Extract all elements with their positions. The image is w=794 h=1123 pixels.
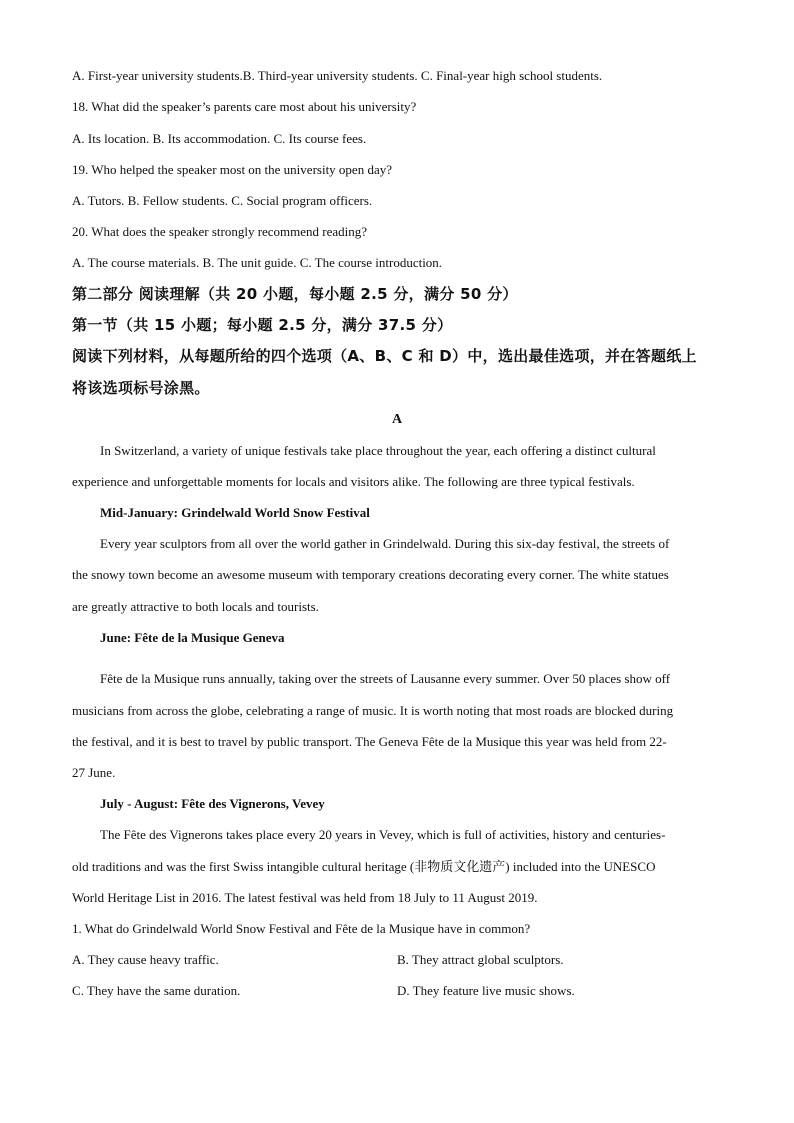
festival3-line-1: The Fête des Vignerons takes place every 20 years in Vevey, which is full of activities, history and centuries-	[100, 827, 666, 842]
question1-option-d: D. They feature live music shows.	[397, 983, 575, 998]
festival1-line-2: the snowy town become an awesome museum with temporary creations decorating every corner. The white statues	[72, 567, 669, 582]
question1-option-c: C. They have the same duration.	[72, 983, 241, 998]
question1-option-a: A. They cause heavy traffic.	[72, 952, 219, 967]
question1-option-b: B. They attract global sculptors.	[397, 952, 564, 967]
q19-stem: 19. Who helped the speaker most on the university open day?	[72, 162, 392, 177]
festival1-line-3: are greatly attractive to both locals and tourists.	[72, 599, 319, 614]
festival2-line-1: Fête de la Musique runs annually, taking over the streets of Lausanne every summer. Over 50 places show off	[100, 671, 671, 686]
q20-stem: 20. What does the speaker strongly recommend reading?	[72, 224, 368, 239]
festival2-line-2: musicians from across the globe, celebrating a range of music. It is worth noting that most roads are blocked during	[72, 703, 674, 718]
instruction-line-2: 将该选项标号涂黑。	[72, 379, 210, 397]
festival2-line-4: 27 June.	[72, 765, 116, 780]
q18-options: A. Its location. B. Its accommodation. C. Its course fees.	[72, 131, 367, 146]
festival2-line-3: the festival, and it is best to travel by public transport. The Geneva Fête de la Musique this year was held from 22-	[72, 734, 667, 749]
question1-stem: 1. What do Grindelwald World Snow Festival and Fête de la Musique have in common?	[72, 921, 531, 936]
q20-options: A. The course materials. B. The unit guide. C. The course introduction.	[72, 255, 443, 270]
festival1-line-1: Every year sculptors from all over the world gather in Grindelwald. During this six-day festival, the streets of	[100, 536, 670, 551]
festival3-line-2: old traditions and was the first Swiss intangible cultural heritage (非物质文化遗产) included into the UNESCO	[72, 859, 656, 874]
festival3-line-3: World Heritage List in 2016. The latest festival was held from 18 July to 11 August 2019.	[72, 890, 538, 905]
q18-stem: 18. What did the speaker’s parents care most about his university?	[72, 99, 417, 114]
q17-options: A. First-year university students.B. Third-year university students. C. Final-year high school students.	[72, 68, 603, 83]
intro-line-1: In Switzerland, a variety of unique festivals take place throughout the year, each offering a distinct cultural	[100, 443, 656, 458]
intro-line-2: experience and unforgettable moments for locals and visitors alike. The following are three typical festivals.	[72, 474, 635, 489]
festival2-heading: June: Fête de la Musique Geneva	[100, 630, 285, 645]
section1-heading: 第一节（共 15 小题；每小题 2.5 分，满分 37.5 分）	[72, 316, 453, 334]
festival1-heading: Mid-January: Grindelwald World Snow Festival	[100, 505, 370, 520]
part2-heading: 第二部分 阅读理解（共 20 小题，每小题 2.5 分，满分 50 分）	[72, 285, 518, 303]
passage-label: A	[391, 412, 403, 427]
festival3-heading: July - August: Fête des Vignerons, Vevey	[100, 796, 325, 811]
instruction-line-1: 阅读下列材料，从每题所给的四个选项（A、B、C 和 D）中，选出最佳选项，并在答题纸上	[72, 347, 697, 365]
q19-options: A. Tutors. B. Fellow students. C. Social program officers.	[72, 193, 373, 208]
